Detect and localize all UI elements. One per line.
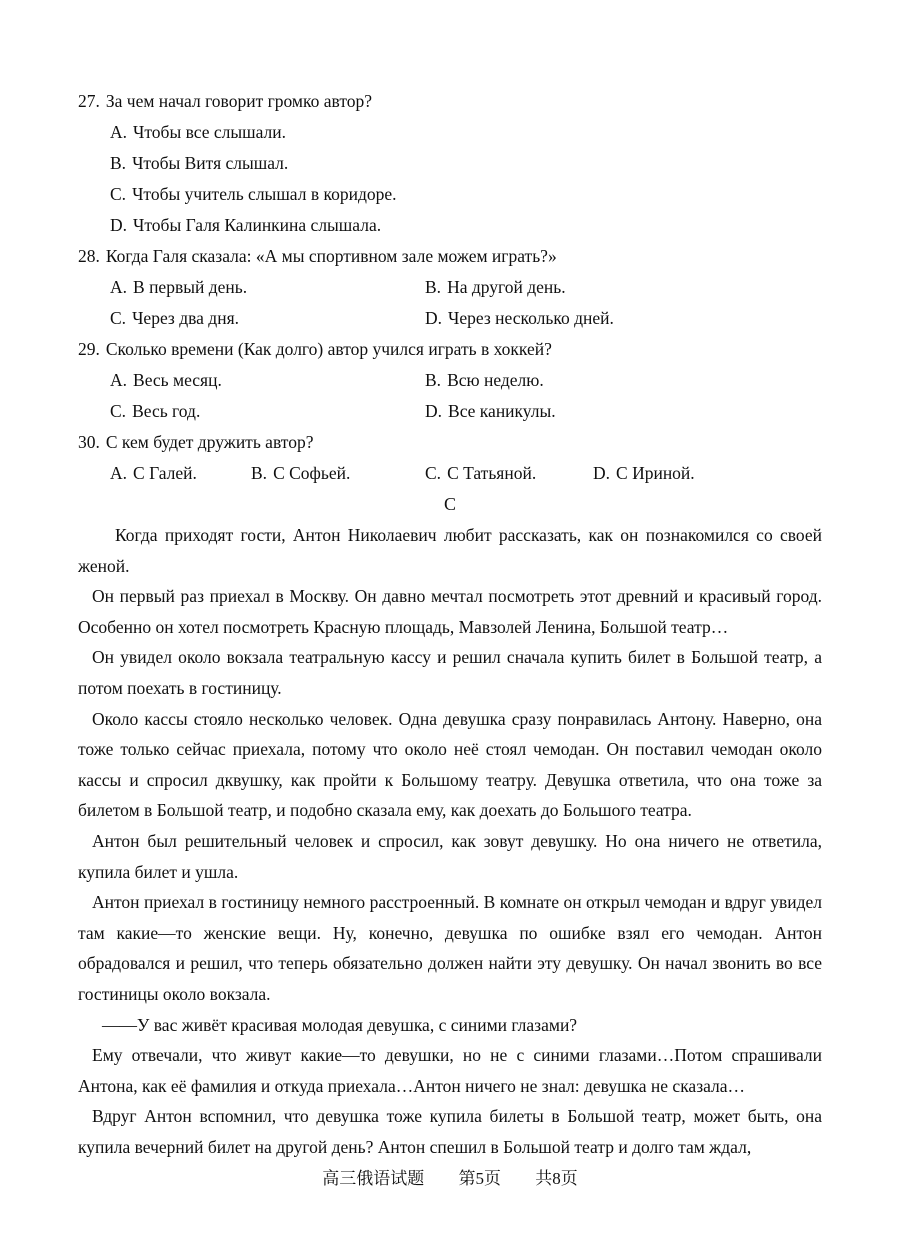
option-text: Через два дня. bbox=[132, 308, 239, 328]
option-label: D. bbox=[425, 308, 443, 328]
question-title bbox=[78, 334, 822, 365]
answer-option bbox=[110, 365, 425, 396]
answer-option bbox=[593, 458, 695, 489]
option-text: Чтобы Витя слышал. bbox=[132, 153, 289, 173]
answer-option bbox=[110, 153, 288, 173]
footer-doc-title: 高三俄语试题 bbox=[322, 1169, 425, 1188]
passage-paragraph: Вдруг Антон вспомнил, что девушка тоже купила билеты в Большой театр, может быть, она купила вечерний билет на другой день? Антон спешил в Большой театр и долго там ждал, bbox=[78, 1106, 822, 1157]
option-text: В первый день. bbox=[133, 277, 248, 297]
passage-paragraph: Он увидел около вокзала театральную кассу и решил сначала купить билет в Большой театр, а потом поехать в гостиницу. bbox=[78, 647, 822, 698]
answer-option bbox=[425, 396, 556, 427]
option-label: B. bbox=[425, 277, 442, 297]
option-label: A. bbox=[110, 122, 128, 142]
option-text: Через несколько дней. bbox=[448, 308, 614, 328]
question-number: 29. bbox=[78, 339, 100, 359]
passage-paragraph: Антон был решительный человек и спросил, как зовут девушку. Но она ничего не ответила, купила билет и ушла. bbox=[78, 830, 822, 882]
question-title bbox=[78, 427, 822, 458]
reading-passage bbox=[78, 520, 822, 1162]
answer-option bbox=[110, 303, 425, 334]
answer-option bbox=[110, 396, 425, 427]
passage-paragraph: Около кассы стояло несколько человек. Одна девушка сразу понравилась Антону. Наверно, она тоже только сейчас приехала, потому что около неё стоял чемодан. Он поставил чемодан около кассы и спросил дквушку, как пройти к Большому театру. Девушка ответила, что она тоже за билетом в Большой театр, и подобно сказала ему, как доехать до Большого театра. bbox=[78, 708, 822, 821]
footer-page-number: 第5页 bbox=[458, 1169, 501, 1188]
question-text: Когда Галя сказала: «А мы спортивном зале можем играть?» bbox=[105, 246, 557, 266]
question-text: За чем начал говорит громко автор? bbox=[105, 91, 373, 111]
option-text: Весь год. bbox=[132, 401, 201, 421]
answer-option bbox=[425, 365, 544, 396]
question-text: С кем будет дружить автор? bbox=[105, 432, 314, 452]
option-row bbox=[78, 365, 822, 396]
answer-option bbox=[425, 272, 566, 303]
option-text: На другой день. bbox=[447, 277, 566, 297]
question-text: Сколько времени (Как долго) автор учился играть в хоккей? bbox=[105, 339, 552, 359]
questions-section bbox=[78, 86, 822, 489]
question-number: 27. bbox=[78, 91, 100, 111]
option-text: Чтобы Галя Калинкина слышала. bbox=[133, 215, 382, 235]
question-block bbox=[78, 334, 822, 427]
option-text: Всю неделю. bbox=[447, 370, 544, 390]
answer-option bbox=[110, 215, 381, 235]
option-label: A. bbox=[110, 463, 128, 483]
question-number: 30. bbox=[78, 432, 100, 452]
question-title bbox=[78, 86, 822, 117]
answer-option bbox=[425, 458, 593, 489]
option-row bbox=[78, 272, 822, 303]
answer-option bbox=[251, 458, 425, 489]
passage-paragraph: Когда приходят гости, Антон Николаевич любит рассказать, как он познакомился со своей женой. bbox=[78, 525, 822, 576]
option-text: С Софьей. bbox=[273, 463, 351, 483]
option-label: C. bbox=[110, 308, 127, 328]
question-block bbox=[78, 86, 822, 241]
option-label: B. bbox=[425, 370, 442, 390]
page-footer bbox=[0, 1163, 900, 1194]
section-c-header: C bbox=[443, 494, 456, 514]
passage-paragraph: Антон приехал в гостиницу немного расстроенный. В комнате он открыл чемодан и вдруг увидел там какие—то женские вещи. Ну, конечно, девушка по ошибке взял его чемодан. Антон обрадовался и решил, что теперь обязательно должен найти эту девушку. Он начал звонить во все гостиницы около вокзала. bbox=[78, 892, 822, 1004]
answer-option bbox=[110, 184, 397, 204]
option-label: B. bbox=[251, 463, 268, 483]
question-block bbox=[78, 427, 822, 489]
passage-paragraph: Он первый раз приехал в Москву. Он давно мечтал посмотреть этот древний и красивый город. Особенно он хотел посмотреть Красную площадь, Мавзолей Ленина, Большой театр… bbox=[78, 586, 822, 637]
option-label: C. bbox=[425, 463, 442, 483]
answer-option bbox=[110, 458, 251, 489]
option-text: Весь месяц. bbox=[133, 370, 222, 390]
option-text: С Галей. bbox=[133, 463, 197, 483]
passage-paragraph: ——У вас живёт красивая молодая девушка, с синими глазами? bbox=[102, 1014, 578, 1035]
option-label: A. bbox=[110, 277, 128, 297]
option-text: Чтобы учитель слышал в коридоре. bbox=[132, 184, 397, 204]
answer-option bbox=[110, 122, 286, 142]
option-label: D. bbox=[110, 215, 128, 235]
option-text: Все каникулы. bbox=[448, 401, 556, 421]
option-label: C. bbox=[110, 184, 127, 204]
passage-paragraph: Ему отвечали, что живут какие—то девушки, но не с синими глазами…Потом спрашивали Антона, как её фамилия и откуда приехала…Антон ничего не знал: девушка не сказала… bbox=[78, 1045, 822, 1096]
option-row bbox=[78, 303, 822, 334]
option-row bbox=[78, 396, 822, 427]
option-line bbox=[78, 210, 822, 241]
option-label: A. bbox=[110, 370, 128, 390]
option-line bbox=[78, 117, 822, 148]
option-text: Чтобы все слышали. bbox=[133, 122, 287, 142]
option-text: С Татьяной. bbox=[447, 463, 537, 483]
answer-option bbox=[110, 272, 425, 303]
option-row bbox=[78, 458, 822, 489]
option-label: D. bbox=[425, 401, 443, 421]
question-block bbox=[78, 241, 822, 334]
option-label: B. bbox=[110, 153, 127, 173]
option-line bbox=[78, 148, 822, 179]
option-line bbox=[78, 179, 822, 210]
option-text: С Ириной. bbox=[616, 463, 695, 483]
footer-pages-total: 共8页 bbox=[535, 1169, 578, 1188]
question-number: 28. bbox=[78, 246, 100, 266]
answer-option bbox=[425, 303, 614, 334]
question-title bbox=[78, 241, 822, 272]
option-label: C. bbox=[110, 401, 127, 421]
option-label: D. bbox=[593, 463, 611, 483]
